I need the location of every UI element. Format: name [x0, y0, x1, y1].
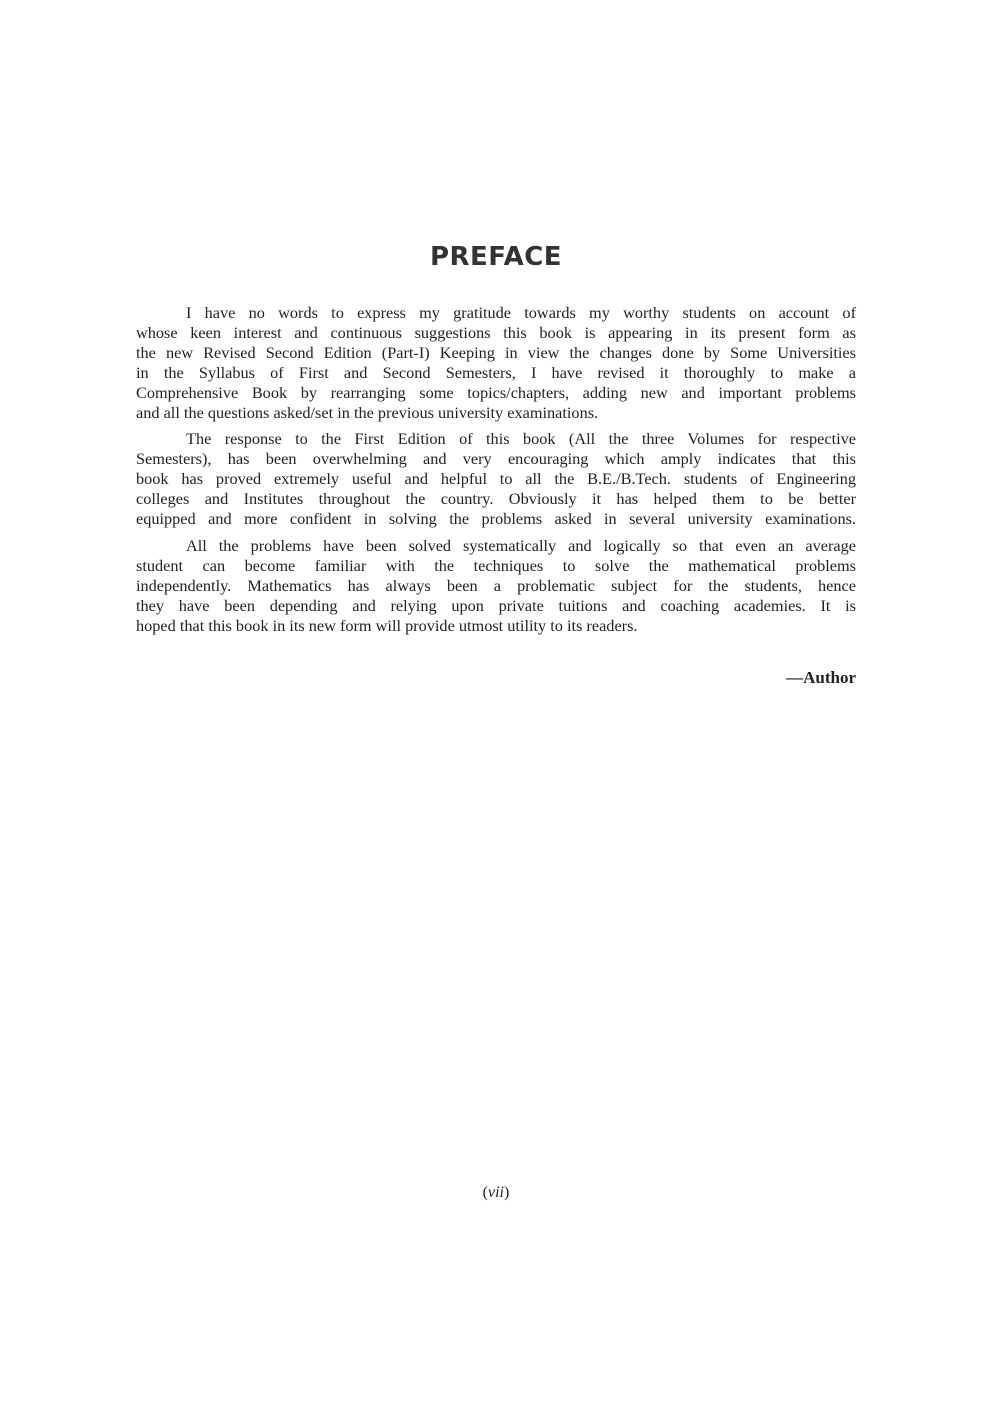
author-signature: —Author	[786, 668, 856, 687]
text-line: in the Syllabus of First and Second Semesters, I have revised it thoroughly to make a	[136, 363, 856, 382]
paragraph-1	[136, 303, 856, 423]
text-line: The response to the First Edition of this book (All the three Volumes for respective	[186, 429, 856, 448]
page-number: (vii)	[482, 1184, 510, 1201]
text-line: I have no words to express my gratitude towards my worthy students on account of	[186, 303, 856, 322]
text-line: equipped and more confident in solving the problems asked in several university examinations.	[136, 509, 856, 528]
page-number-value: vii	[488, 1184, 504, 1201]
paragraph-2	[136, 429, 856, 529]
text-line: Comprehensive Book by rearranging some topics/chapters, adding new and important problems	[136, 383, 856, 402]
paragraph-3	[136, 536, 856, 636]
text-line: whose keen interest and continuous suggestions this book is appearing in its present form as	[136, 323, 856, 342]
text-line: independently. Mathematics has always been a problematic subject for the students, hence	[136, 576, 856, 595]
text-line: All the problems have been solved systematically and logically so that even an average	[186, 536, 856, 555]
text-line: the new Revised Second Edition (Part-I) Keeping in view the changes done by Some Universities	[136, 343, 856, 362]
page-title: PREFACE	[429, 242, 563, 272]
text-line: hoped that this book in its new form will provide utmost utility to its readers.	[136, 616, 638, 635]
text-line: colleges and Institutes throughout the country. Obviously it has helped them to be better	[136, 489, 856, 508]
text-line: and all the questions asked/set in the previous university examinations.	[136, 403, 599, 422]
text-line: Semesters), has been overwhelming and very encouraging which amply indicates that this	[136, 449, 856, 468]
text-line: student can become familiar with the techniques to solve the mathematical problems	[136, 556, 856, 575]
text-line: book has proved extremely useful and helpful to all the B.E./B.Tech. students of Engineering	[136, 469, 856, 488]
text-line: they have been depending and relying upon private tuitions and coaching academies. It is	[136, 596, 856, 615]
